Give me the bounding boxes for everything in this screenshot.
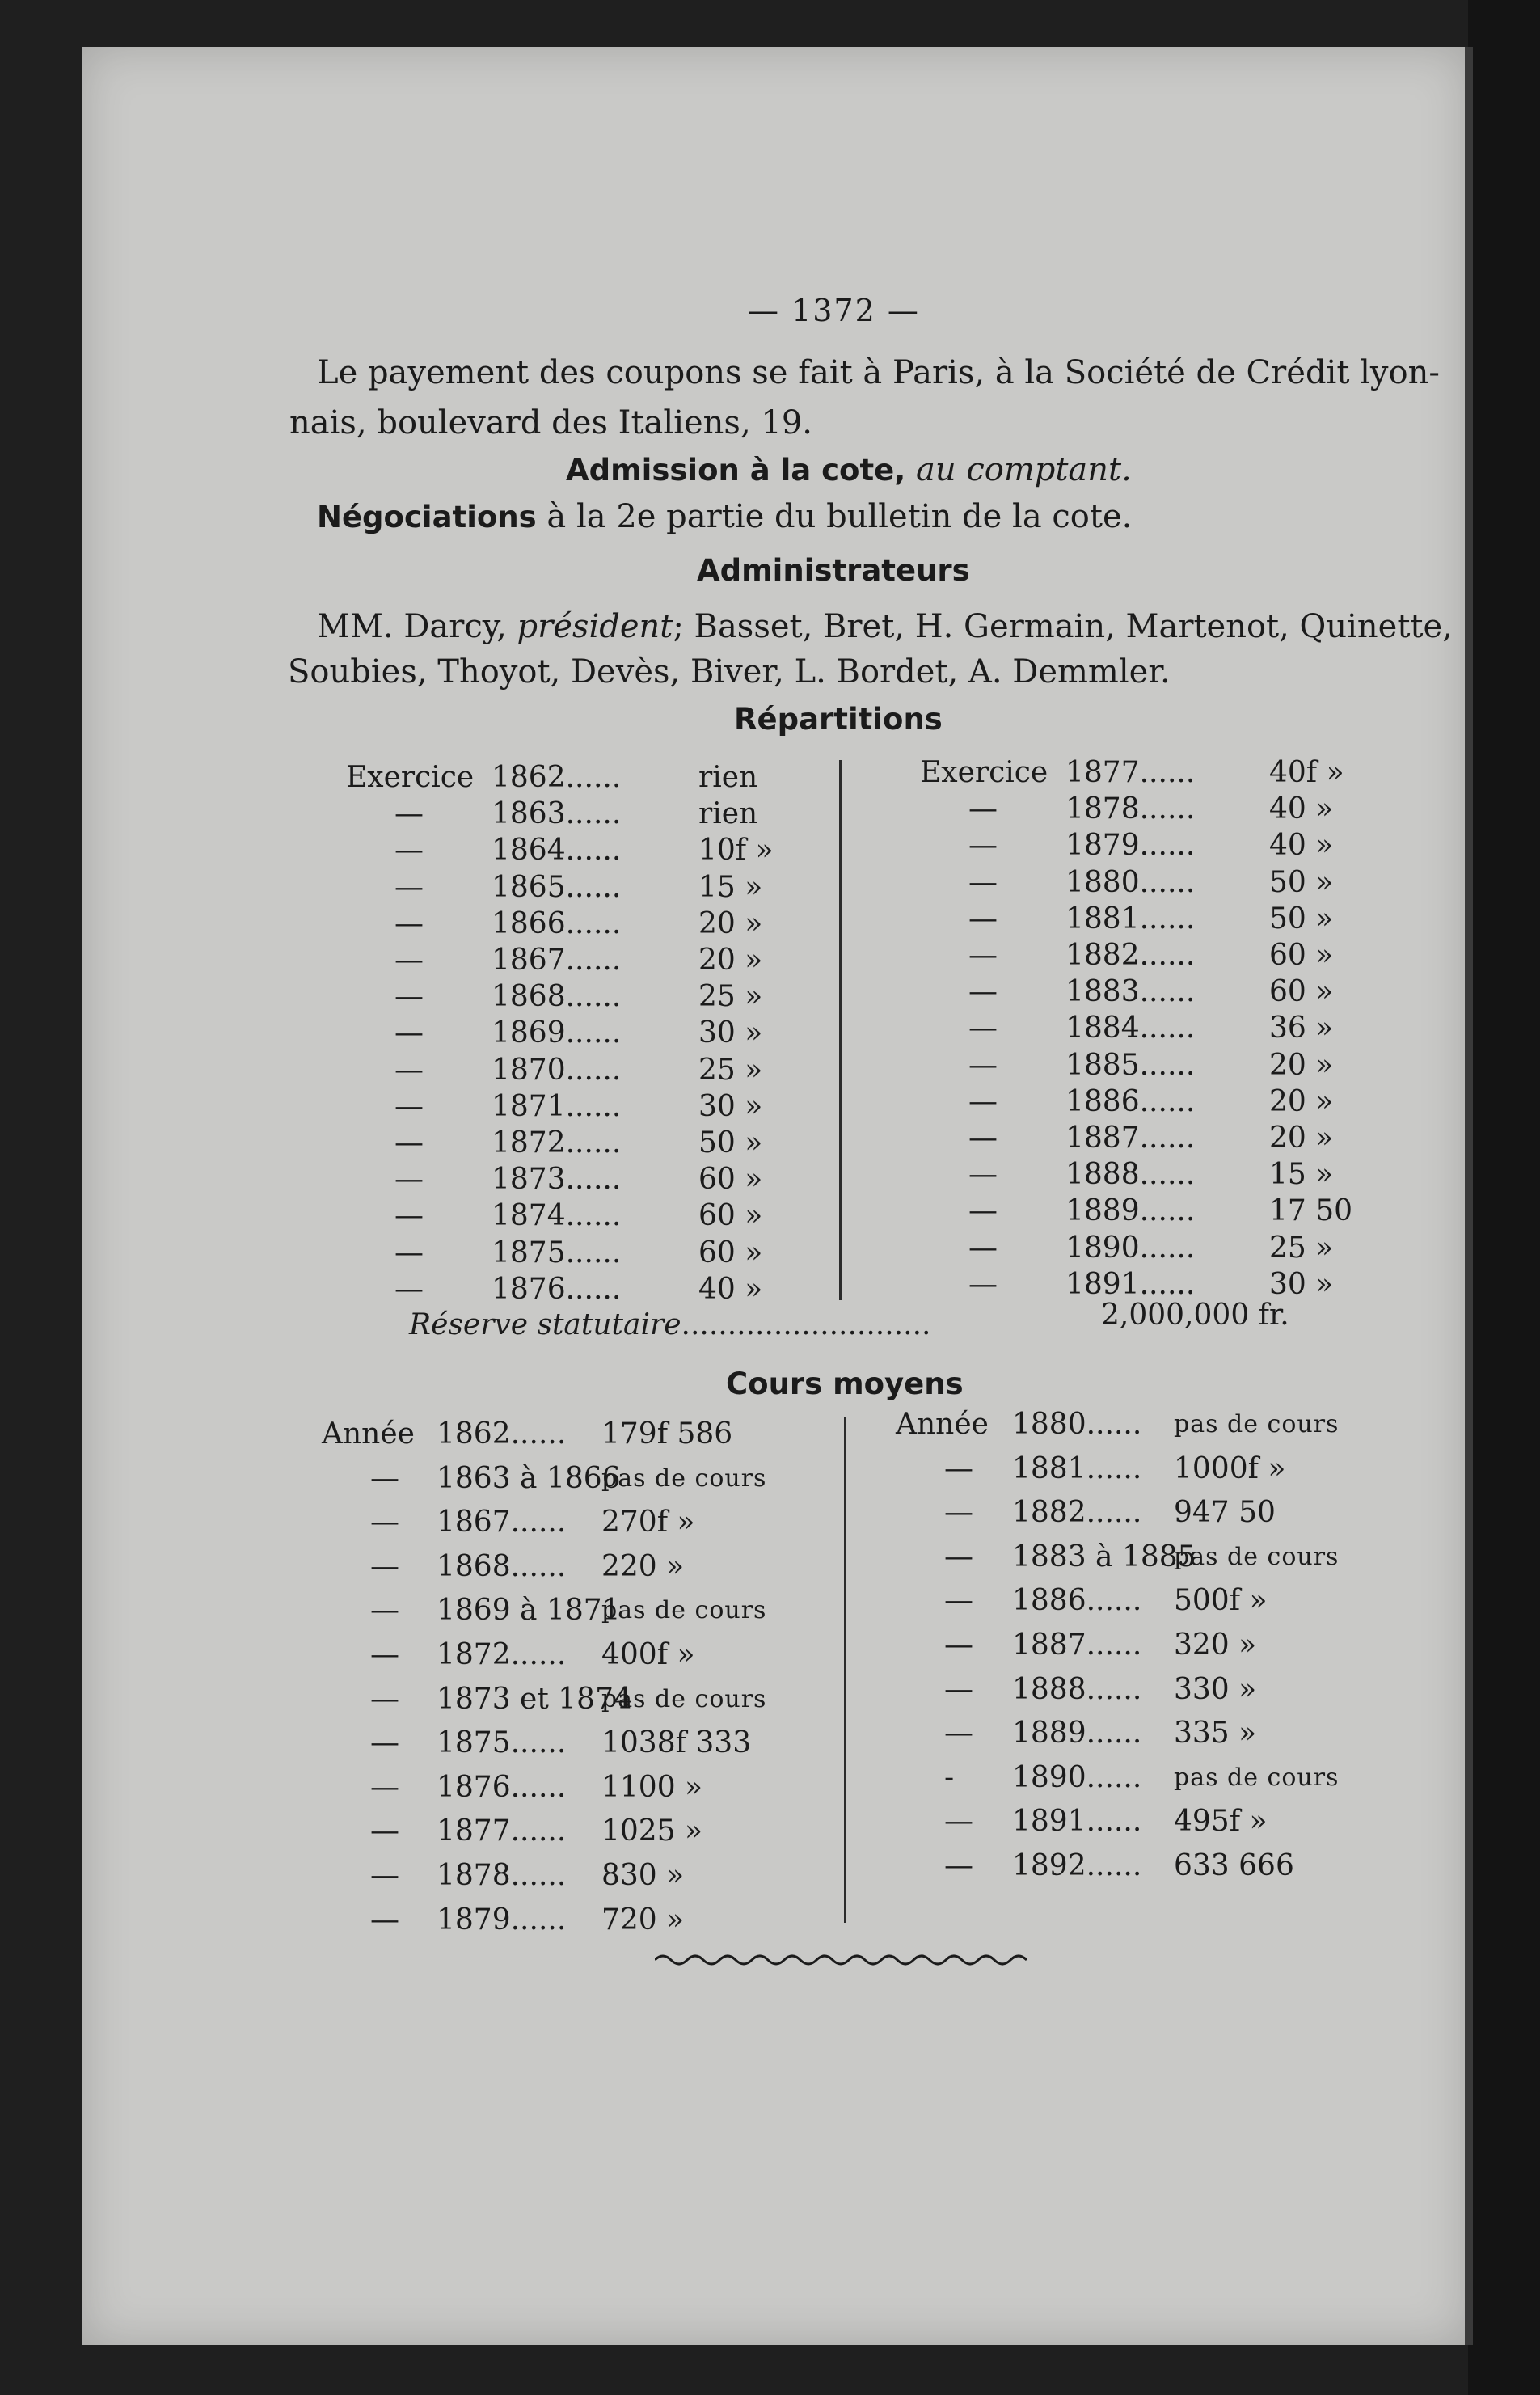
exercice-label: —	[968, 939, 998, 972]
exercice-year: 1866......	[492, 906, 622, 940]
repartition-row	[920, 1231, 1373, 1266]
exercice-year: 1879......	[1065, 829, 1196, 863]
admission-label: Admission à la cote,	[566, 453, 906, 488]
repartitions-divider	[839, 760, 842, 1300]
cours-value: 1000f »	[1174, 1451, 1286, 1485]
repartition-row	[346, 1126, 831, 1161]
exercice-year: 1891......	[1065, 1267, 1196, 1301]
exercice-year: 1890......	[1065, 1231, 1196, 1265]
exercice-label: —	[394, 834, 424, 868]
wavy-rule-ornament	[655, 1949, 1035, 1971]
administrateurs-line-1	[317, 602, 1453, 652]
cours-value: 220 »	[601, 1549, 685, 1583]
cours-value: pas de cours	[1174, 1763, 1340, 1792]
repartition-value: 20 »	[1269, 1121, 1334, 1155]
cours-row	[322, 1417, 823, 1452]
cours-row	[896, 1451, 1381, 1487]
repartition-row	[346, 833, 831, 868]
exercice-year: 1869......	[492, 1016, 622, 1050]
exercice-year: 1871......	[492, 1089, 622, 1123]
exercice-year: 1865......	[492, 870, 622, 904]
exercice-label: —	[968, 1267, 998, 1301]
annee-label: —	[370, 1506, 399, 1540]
repartition-value: 20 »	[698, 944, 763, 977]
annee-year: 1889......	[1012, 1717, 1142, 1751]
repartition-row	[346, 1053, 831, 1088]
repartition-row	[920, 1193, 1373, 1229]
exercice-year: 1863......	[492, 797, 622, 831]
repartition-value: 25 »	[1269, 1231, 1334, 1265]
annee-label: -	[944, 1760, 955, 1794]
exercice-year: 1873......	[492, 1163, 622, 1197]
repartition-value: rien	[698, 797, 758, 831]
annee-label: —	[370, 1594, 399, 1628]
exercice-year: 1882......	[1065, 939, 1196, 972]
cours-value: 500f »	[1174, 1584, 1268, 1618]
repartition-value: 15 »	[698, 870, 763, 904]
annee-label: —	[944, 1805, 973, 1839]
exercice-year: 1870......	[492, 1053, 622, 1087]
repartition-row	[346, 1162, 831, 1198]
repartition-row	[920, 865, 1373, 901]
annee-year: 1869 à 1871	[437, 1594, 621, 1628]
exercice-label: —	[968, 1012, 998, 1045]
annee-year: 1868......	[437, 1549, 567, 1583]
exercice-year: 1881......	[1065, 902, 1196, 936]
repartition-value: 20 »	[1269, 1084, 1334, 1118]
exercice-year: 1885......	[1065, 1048, 1196, 1082]
repartition-row	[346, 906, 831, 942]
repartition-row	[920, 1121, 1373, 1156]
exercice-year: 1887......	[1065, 1121, 1196, 1155]
cours-row	[322, 1505, 823, 1540]
exercice-label: —	[968, 1194, 998, 1228]
repartition-value: 30 »	[698, 1016, 763, 1050]
repartition-value: 25 »	[698, 980, 763, 1014]
exercice-label: —	[968, 1231, 998, 1265]
cours-row	[322, 1858, 823, 1894]
cours-row	[896, 1583, 1381, 1619]
annee-year: 1872......	[437, 1638, 567, 1671]
annee-label: —	[370, 1903, 399, 1937]
annee-label: Année	[896, 1408, 989, 1441]
cours-value: 720 »	[601, 1903, 685, 1937]
annee-label: —	[370, 1549, 399, 1583]
exercice-label: —	[394, 1126, 424, 1159]
cours-row	[322, 1903, 823, 1938]
annee-label: —	[370, 1638, 399, 1671]
annee-year: 1882......	[1012, 1496, 1142, 1530]
repartition-row	[920, 828, 1373, 864]
repartition-value: 50 »	[698, 1126, 763, 1159]
annee-year: 1883 à 1885	[1012, 1540, 1196, 1573]
exercice-year: 1868......	[492, 980, 622, 1014]
cours-row	[896, 1804, 1381, 1840]
repartition-row	[346, 1016, 831, 1051]
reserve-dots: ...........................	[681, 1308, 931, 1341]
annee-label: —	[370, 1814, 399, 1848]
exercice-label: —	[394, 1089, 424, 1123]
repartition-value: 30 »	[1269, 1267, 1334, 1301]
annee-year: 1873 et 1874	[437, 1682, 632, 1716]
exercice-label: —	[968, 1158, 998, 1192]
exercice-label: —	[968, 902, 998, 936]
exercice-year: 1877......	[1065, 756, 1196, 789]
cours-value: 179f 586	[601, 1417, 733, 1451]
annee-year: 1867......	[437, 1506, 567, 1540]
annee-label: —	[944, 1717, 973, 1751]
exercice-label: —	[968, 792, 998, 826]
annee-label: Année	[322, 1417, 415, 1451]
repartition-row	[920, 755, 1373, 791]
repartition-value: 40 »	[1269, 829, 1334, 863]
cours-value: 400f »	[601, 1638, 695, 1671]
repartition-value: 17 50	[1269, 1194, 1353, 1228]
repartition-value: 60 »	[698, 1199, 763, 1233]
exercice-year: 1864......	[492, 834, 622, 868]
annee-label: —	[370, 1726, 399, 1760]
exercice-year: 1874......	[492, 1199, 622, 1233]
administrateurs-line-2: Soubies, Thoyot, Devès, Biver, L. Bordet, A. Demmler.	[288, 653, 1171, 691]
repartition-row	[346, 979, 831, 1015]
repartition-row	[920, 1157, 1373, 1193]
repartitions-heading: Répartitions	[734, 702, 943, 737]
reserve-value: 2,000,000 fr.	[1101, 1299, 1289, 1332]
exercice-label: —	[394, 1236, 424, 1269]
annee-label: —	[370, 1682, 399, 1716]
repartition-row	[920, 974, 1373, 1010]
annee-label: —	[370, 1770, 399, 1804]
exercice-label: —	[394, 1199, 424, 1233]
cours-row	[322, 1814, 823, 1849]
reserve-label: Réserve statutaire	[409, 1308, 681, 1341]
exercice-label: —	[968, 1084, 998, 1118]
cours-row	[896, 1716, 1381, 1751]
cours-row	[322, 1461, 823, 1497]
cours-value: 330 »	[1174, 1672, 1257, 1706]
exercice-label: —	[394, 1016, 424, 1050]
annee-year: 1878......	[437, 1859, 567, 1892]
annee-year: 1890......	[1012, 1760, 1142, 1794]
repartition-value: 36 »	[1269, 1012, 1334, 1045]
cours-row	[896, 1628, 1381, 1663]
repartition-value: 20 »	[698, 906, 763, 940]
admission-mode: au comptant.	[916, 451, 1132, 488]
repartition-value: 50 »	[1269, 865, 1334, 899]
repartition-row	[346, 1198, 831, 1234]
exercice-label: Exercice	[920, 756, 1048, 789]
annee-year: 1877......	[437, 1814, 567, 1848]
cours-value: 335 »	[1174, 1717, 1257, 1751]
cours-value: pas de cours	[1174, 1410, 1340, 1438]
cours-value: pas de cours	[601, 1684, 767, 1713]
exercice-label: —	[394, 944, 424, 977]
cours-row	[322, 1637, 823, 1673]
annee-label: —	[370, 1859, 399, 1892]
annee-label: —	[944, 1849, 973, 1882]
repartition-row	[346, 1236, 831, 1271]
exercice-year: 1886......	[1065, 1084, 1196, 1118]
cours-value: 320 »	[1174, 1628, 1257, 1662]
intro-line-2: nais, boulevard des Italiens, 19.	[289, 404, 812, 441]
exercice-year: 1867......	[492, 944, 622, 977]
annee-year: 1876......	[437, 1770, 567, 1804]
cours-heading: Cours moyens	[726, 1366, 964, 1401]
exercice-year: 1889......	[1065, 1194, 1196, 1228]
repartition-value: 25 »	[698, 1053, 763, 1087]
cours-value: 1038f 333	[601, 1726, 752, 1760]
annee-year: 1888......	[1012, 1672, 1142, 1706]
administrateurs-pre: MM. Darcy,	[317, 608, 507, 645]
annee-year: 1879......	[437, 1903, 567, 1937]
exercice-label: —	[968, 865, 998, 899]
reserve-line	[409, 1308, 930, 1341]
annee-year: 1886......	[1012, 1584, 1142, 1618]
repartition-row	[920, 1084, 1373, 1120]
page-edge	[1465, 47, 1473, 2345]
cours-value: 270f »	[601, 1506, 695, 1540]
exercice-year: 1872......	[492, 1126, 622, 1159]
cours-value: 495f »	[1174, 1805, 1268, 1839]
cours-row	[896, 1672, 1381, 1708]
annee-year: 1892......	[1012, 1849, 1142, 1882]
repartition-value: 40 »	[698, 1272, 763, 1306]
exercice-year: 1876......	[492, 1272, 622, 1306]
negociations-label: Négociations	[317, 500, 537, 534]
repartition-row	[346, 760, 831, 796]
annee-year: 1863 à 1866	[437, 1461, 621, 1495]
intro-line-1: Le payement des coupons se fait à Paris, à la Société de Crédit lyon-	[317, 354, 1440, 391]
exercice-label: —	[394, 1272, 424, 1306]
administrateurs-post: ; Basset, Bret, H. Germain, Martenot, Quinette,	[673, 608, 1453, 645]
admission-line	[566, 445, 1132, 496]
cours-row	[322, 1549, 823, 1585]
annee-label: —	[944, 1496, 973, 1530]
repartition-row	[346, 1089, 831, 1125]
cours-value: 1025 »	[601, 1814, 703, 1848]
annee-year: 1880......	[1012, 1408, 1142, 1441]
repartition-value: 60 »	[698, 1163, 763, 1197]
annee-label: —	[370, 1461, 399, 1495]
administrateurs-heading: Administrateurs	[697, 553, 970, 588]
cours-value: pas de cours	[1174, 1542, 1340, 1571]
exercice-label: —	[968, 1121, 998, 1155]
negociations-line	[317, 492, 1132, 543]
cours-row	[896, 1495, 1381, 1531]
repartition-row	[920, 902, 1373, 937]
repartition-row	[346, 943, 831, 978]
exercice-label: —	[394, 980, 424, 1014]
cours-row	[896, 1407, 1381, 1442]
exercice-year: 1875......	[492, 1236, 622, 1269]
exercice-label: —	[968, 1048, 998, 1082]
annee-label: —	[944, 1451, 973, 1485]
repartition-value: 50 »	[1269, 902, 1334, 936]
exercice-label: —	[394, 1053, 424, 1087]
annee-label: —	[944, 1540, 973, 1573]
repartition-value: 40f »	[1269, 756, 1344, 789]
annee-year: 1881......	[1012, 1451, 1142, 1485]
cours-row	[322, 1770, 823, 1806]
repartition-row	[346, 1272, 831, 1307]
repartition-value: 15 »	[1269, 1158, 1334, 1192]
cours-row	[322, 1682, 823, 1717]
cours-row	[896, 1848, 1381, 1884]
repartition-value: 30 »	[698, 1089, 763, 1123]
negociations-text: à la 2e partie du bulletin de la cote.	[546, 498, 1133, 535]
exercice-year: 1883......	[1065, 975, 1196, 1009]
repartition-row	[346, 870, 831, 906]
annee-label: —	[944, 1584, 973, 1618]
annee-label: —	[944, 1628, 973, 1662]
repartition-row	[346, 796, 831, 832]
repartition-value: 40 »	[1269, 792, 1334, 826]
cours-value: pas de cours	[601, 1596, 767, 1625]
repartition-value: 60 »	[698, 1236, 763, 1269]
scan-background-right	[1468, 0, 1540, 2395]
repartition-row	[920, 1011, 1373, 1046]
repartition-value: 60 »	[1269, 939, 1334, 972]
annee-label: —	[944, 1672, 973, 1706]
repartition-row	[920, 938, 1373, 974]
administrateurs-title: président	[517, 608, 673, 645]
repartition-value: 10f »	[698, 834, 774, 868]
annee-year: 1887......	[1012, 1628, 1142, 1662]
cours-row	[896, 1540, 1381, 1575]
cours-value: pas de cours	[601, 1464, 767, 1493]
annee-year: 1862......	[437, 1417, 567, 1451]
repartition-row	[920, 1267, 1373, 1303]
exercice-year: 1880......	[1065, 865, 1196, 899]
cours-row	[896, 1760, 1381, 1796]
exercice-label: —	[394, 1163, 424, 1197]
annee-year: 1875......	[437, 1726, 567, 1760]
exercice-year: 1888......	[1065, 1158, 1196, 1192]
repartition-value: 60 »	[1269, 975, 1334, 1009]
cours-row	[322, 1593, 823, 1628]
exercice-label: Exercice	[346, 761, 475, 794]
exercice-label: —	[394, 870, 424, 904]
exercice-year: 1862......	[492, 761, 622, 794]
cours-value: 633 666	[1174, 1849, 1294, 1882]
page-number: — 1372 —	[748, 293, 920, 328]
exercice-label: —	[968, 975, 998, 1009]
exercice-label: —	[968, 829, 998, 863]
cours-value: 1100 »	[601, 1770, 703, 1804]
exercice-year: 1878......	[1065, 792, 1196, 826]
exercice-year: 1884......	[1065, 1012, 1196, 1045]
cours-divider	[844, 1417, 846, 1923]
cours-row	[322, 1725, 823, 1761]
repartition-value: rien	[698, 761, 758, 794]
cours-value: 830 »	[601, 1859, 685, 1892]
repartition-value: 20 »	[1269, 1048, 1334, 1082]
repartition-row	[920, 1048, 1373, 1083]
repartition-row	[920, 792, 1373, 827]
cours-value: 947 50	[1174, 1496, 1276, 1530]
annee-year: 1891......	[1012, 1805, 1142, 1839]
exercice-label: —	[394, 797, 424, 831]
exercice-label: —	[394, 906, 424, 940]
